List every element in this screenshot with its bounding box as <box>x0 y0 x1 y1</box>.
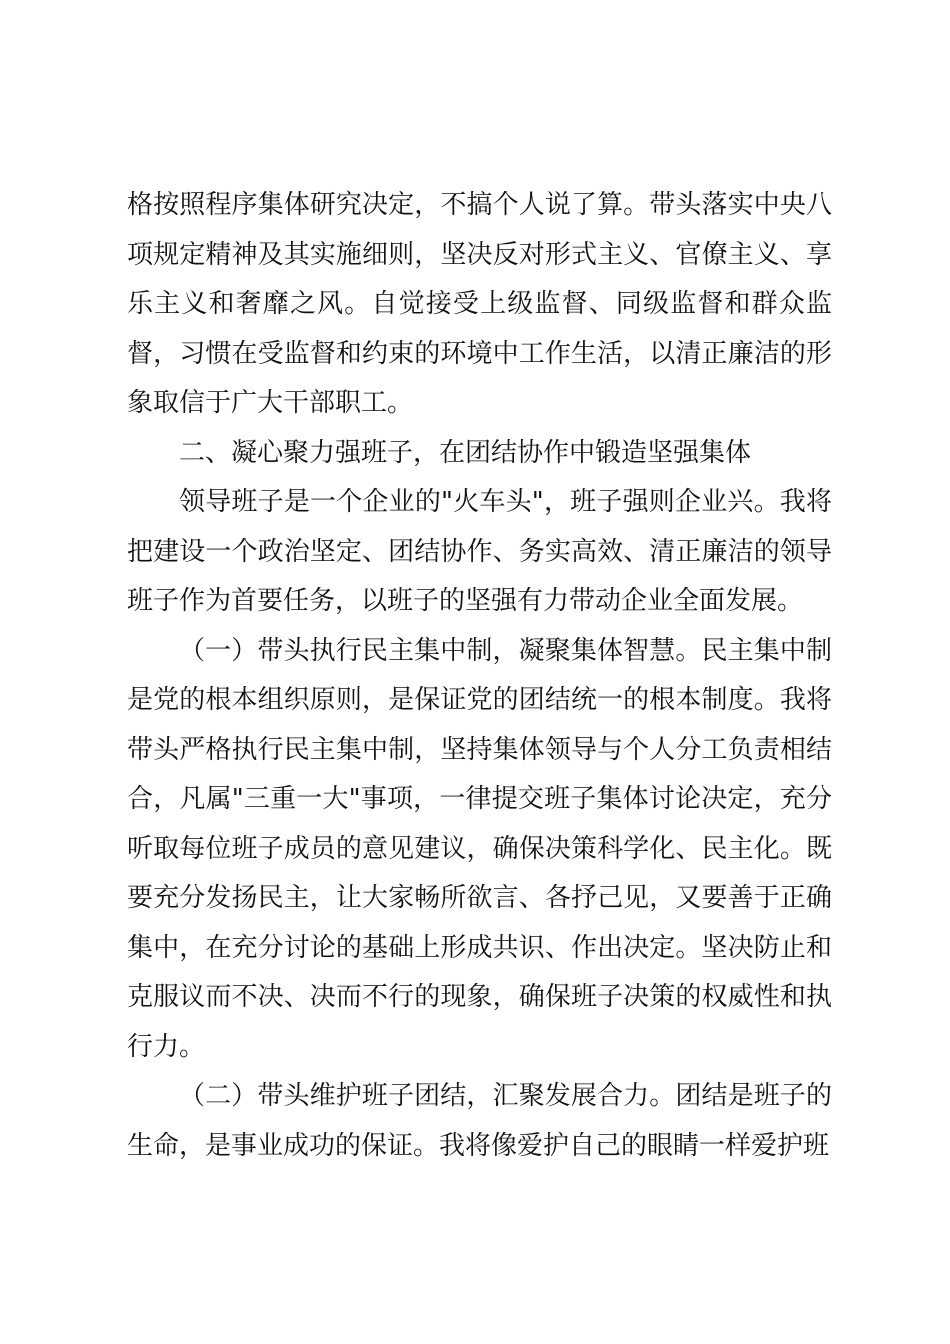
text-line: （一）带头执行民主集中制，凝聚集体智慧。民主集中制 <box>179 635 832 666</box>
document-body <box>127 181 832 1171</box>
paragraph <box>127 478 832 627</box>
text-line: 集中，在充分讨论的基础上形成共识、作出决定。坚决防止和 <box>127 932 832 963</box>
paragraph <box>127 429 832 479</box>
text-line: 带头严格执行民主集中制，坚持集体领导与个人分工负责相结 <box>127 734 832 765</box>
text-line: 合，凡属"三重一大"事项，一律提交班子集体讨论决定，充分 <box>127 784 832 814</box>
text-line: 项规定精神及其实施细则，坚决反对形式主义、官僚主义、享 <box>127 239 832 270</box>
text-line: 是党的根本组织原则，是保证党的团结统一的根本制度。我将 <box>127 685 832 715</box>
text-line: 班子作为首要任务，以班子的坚强有力带动企业全面发展。 <box>127 586 804 616</box>
text-line: 生命，是事业成功的保证。我将像爱护自己的眼睛一样爱护班 <box>127 1130 830 1161</box>
text-line: 二、凝心聚力强班子，在团结协作中锻造坚强集体 <box>179 437 752 468</box>
text-line: 把建设一个政治坚定、团结协作、务实高效、清正廉洁的领导 <box>127 536 832 567</box>
text-line: 督，习惯在受监督和约束的环境中工作生活，以清正廉洁的形 <box>127 338 832 369</box>
text-line: 要充分发扬民主，让大家畅所欲言、各抒己见，又要善于正确 <box>127 883 832 913</box>
text-line: 行力。 <box>127 1031 206 1062</box>
text-line: （二）带头维护班子团结，汇聚发展合力。团结是班子的 <box>179 1081 832 1111</box>
text-line: 格按照程序集体研究决定，不搞个人说了算。带头落实中央八 <box>127 190 832 220</box>
paragraph <box>127 1072 832 1171</box>
paragraph <box>127 627 832 1073</box>
text-line: 领导班子是一个企业的"火车头"，班子强则企业兴。我将 <box>179 487 832 517</box>
paragraph <box>127 181 832 429</box>
text-line: 乐主义和奢靡之风。自觉接受上级监督、同级监督和群众监 <box>127 289 832 319</box>
text-line: 克服议而不决、决而不行的现象，确保班子决策的权威性和执 <box>127 982 832 1012</box>
text-line: 听取每位班子成员的意见建议，确保决策科学化、民主化。既 <box>127 833 832 864</box>
text-line: 象取信于广大干部职工。 <box>127 388 414 418</box>
